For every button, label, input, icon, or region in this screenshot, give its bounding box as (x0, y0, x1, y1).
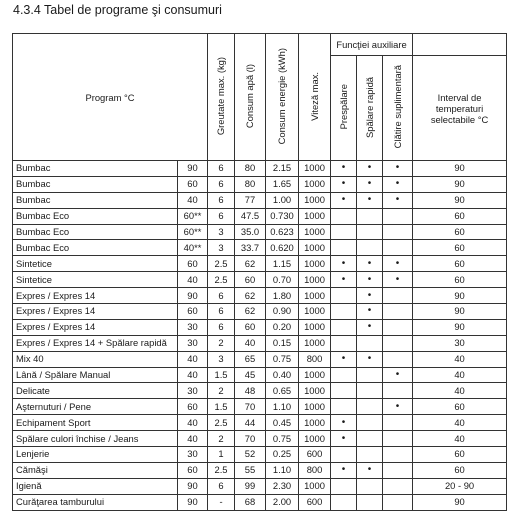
speed-cell: 600 (299, 447, 331, 463)
header-prewash-label: Prespălare (337, 84, 349, 130)
temperature-cell: 90 (178, 288, 208, 304)
program-name-cell: Sintetice (13, 256, 178, 272)
prewash-cell (331, 208, 357, 224)
water-cell: 55 (235, 462, 266, 478)
prewash-cell: • (331, 415, 357, 431)
weight-cell: 6 (208, 192, 235, 208)
prewash-cell: • (331, 462, 357, 478)
extrarinse-cell (383, 304, 413, 320)
energy-cell: 2.15 (266, 161, 299, 177)
header-water-label: Consum apă (l) (244, 63, 256, 129)
weight-cell: 2 (208, 431, 235, 447)
header-interval-spacer (413, 34, 507, 56)
quickwash-cell (357, 415, 383, 431)
program-name-cell: Expres / Expres 14 (13, 319, 178, 335)
interval-cell: 90 (413, 304, 507, 320)
quickwash-cell (357, 335, 383, 351)
speed-cell: 1000 (299, 415, 331, 431)
program-name-cell: Lenjerie (13, 447, 178, 463)
quickwash-cell (357, 478, 383, 494)
table-row (13, 462, 507, 478)
extrarinse-cell (383, 319, 413, 335)
temperature-cell: 40 (178, 272, 208, 288)
energy-cell: 1.65 (266, 176, 299, 192)
temperature-cell: 60** (178, 208, 208, 224)
speed-cell: 1000 (299, 192, 331, 208)
extrarinse-cell (383, 224, 413, 240)
weight-cell: 6 (208, 208, 235, 224)
interval-cell: 90 (413, 319, 507, 335)
interval-cell: 60 (413, 208, 507, 224)
interval-cell: 40 (413, 367, 507, 383)
header-prewash (331, 56, 357, 161)
program-name-cell: Sintetice (13, 272, 178, 288)
weight-cell: 6 (208, 288, 235, 304)
table-row (13, 224, 507, 240)
prewash-cell (331, 383, 357, 399)
extrarinse-cell (383, 383, 413, 399)
speed-cell: 1000 (299, 319, 331, 335)
weight-cell: 3 (208, 224, 235, 240)
table-row (13, 399, 507, 415)
header-water (235, 34, 266, 161)
interval-cell: 60 (413, 256, 507, 272)
program-name-cell: Echipament Sport (13, 415, 178, 431)
speed-cell: 1000 (299, 383, 331, 399)
quickwash-cell: • (357, 462, 383, 478)
program-name-cell: Bumbac (13, 161, 178, 177)
interval-cell: 40 (413, 383, 507, 399)
speed-cell: 800 (299, 462, 331, 478)
temperature-cell: 30 (178, 335, 208, 351)
table-row (13, 383, 507, 399)
table-row (13, 478, 507, 494)
table-body (13, 161, 507, 511)
speed-cell: 1000 (299, 304, 331, 320)
energy-cell: 2.00 (266, 494, 299, 510)
interval-cell: 60 (413, 224, 507, 240)
extrarinse-cell (383, 415, 413, 431)
prewash-cell (331, 319, 357, 335)
water-cell: 48 (235, 383, 266, 399)
extrarinse-cell (383, 462, 413, 478)
temperature-cell: 40 (178, 415, 208, 431)
table-row (13, 176, 507, 192)
water-cell: 60 (235, 319, 266, 335)
extrarinse-cell (383, 288, 413, 304)
energy-cell: 0.70 (266, 272, 299, 288)
quickwash-cell (357, 383, 383, 399)
prewash-cell (331, 447, 357, 463)
weight-cell: 3 (208, 351, 235, 367)
weight-cell: 1.5 (208, 399, 235, 415)
water-cell: 65 (235, 351, 266, 367)
quickwash-cell: • (357, 304, 383, 320)
water-cell: 70 (235, 399, 266, 415)
prewash-cell (331, 304, 357, 320)
table-row (13, 256, 507, 272)
table-row (13, 240, 507, 256)
prewash-cell: • (331, 431, 357, 447)
prewash-cell (331, 478, 357, 494)
water-cell: 33.7 (235, 240, 266, 256)
header-extrarinse (383, 56, 413, 161)
temperature-cell: 40 (178, 192, 208, 208)
weight-cell: 1.5 (208, 367, 235, 383)
table-row (13, 335, 507, 351)
interval-cell: 60 (413, 447, 507, 463)
quickwash-cell (357, 240, 383, 256)
prewash-cell (331, 494, 357, 510)
energy-cell: 0.20 (266, 319, 299, 335)
energy-cell: 0.90 (266, 304, 299, 320)
program-name-cell: Aşternuturi / Pene (13, 399, 178, 415)
temperature-cell: 60 (178, 176, 208, 192)
energy-cell: 0.45 (266, 415, 299, 431)
header-quickwash (357, 56, 383, 161)
temperature-cell: 30 (178, 383, 208, 399)
temperature-cell: 60 (178, 304, 208, 320)
prewash-cell: • (331, 176, 357, 192)
interval-cell: 40 (413, 415, 507, 431)
prewash-cell (331, 224, 357, 240)
water-cell: 35.0 (235, 224, 266, 240)
prewash-cell (331, 240, 357, 256)
temperature-cell: 90 (178, 478, 208, 494)
weight-cell: - (208, 494, 235, 510)
interval-cell: 30 (413, 335, 507, 351)
header-energy (266, 34, 299, 161)
water-cell: 77 (235, 192, 266, 208)
energy-cell: 0.75 (266, 351, 299, 367)
water-cell: 44 (235, 415, 266, 431)
program-name-cell: Cămăşi (13, 462, 178, 478)
prewash-cell: • (331, 272, 357, 288)
weight-cell: 2 (208, 383, 235, 399)
water-cell: 62 (235, 256, 266, 272)
energy-cell: 0.40 (266, 367, 299, 383)
header-program-label: Program °C (85, 91, 135, 103)
weight-cell: 6 (208, 176, 235, 192)
temperature-cell: 90 (178, 494, 208, 510)
weight-cell: 6 (208, 319, 235, 335)
table-row (13, 319, 507, 335)
interval-cell: 40 (413, 351, 507, 367)
interval-cell: 90 (413, 288, 507, 304)
energy-cell: 0.25 (266, 447, 299, 463)
temperature-cell: 40** (178, 240, 208, 256)
program-name-cell: Expres / Expres 14 (13, 288, 178, 304)
energy-cell: 0.620 (266, 240, 299, 256)
quickwash-cell (357, 399, 383, 415)
program-name-cell: Expres / Expres 14 (13, 304, 178, 320)
speed-cell: 1000 (299, 208, 331, 224)
table-row (13, 367, 507, 383)
quickwash-cell (357, 367, 383, 383)
temperature-cell: 40 (178, 431, 208, 447)
header-weight-label: Greutate max. (kg) (215, 56, 227, 136)
speed-cell: 1000 (299, 272, 331, 288)
prewash-cell: • (331, 351, 357, 367)
speed-cell: 800 (299, 351, 331, 367)
water-cell: 40 (235, 335, 266, 351)
speed-cell: 1000 (299, 431, 331, 447)
energy-cell: 0.65 (266, 383, 299, 399)
program-name-cell: Bumbac Eco (13, 208, 178, 224)
section-title: 4.3.4 Tabel de programe şi consumuri (13, 3, 222, 17)
weight-cell: 6 (208, 161, 235, 177)
speed-cell: 600 (299, 494, 331, 510)
water-cell: 80 (235, 176, 266, 192)
interval-cell: 40 (413, 431, 507, 447)
header-weight (208, 34, 235, 161)
quickwash-cell (357, 431, 383, 447)
prewash-cell: • (331, 161, 357, 177)
speed-cell: 1000 (299, 256, 331, 272)
table-row (13, 431, 507, 447)
temperature-cell: 90 (178, 161, 208, 177)
table-row (13, 304, 507, 320)
energy-cell: 0.75 (266, 431, 299, 447)
weight-cell: 6 (208, 478, 235, 494)
extrarinse-cell: • (383, 176, 413, 192)
weight-cell: 3 (208, 240, 235, 256)
energy-cell: 0.623 (266, 224, 299, 240)
weight-cell: 1 (208, 447, 235, 463)
program-name-cell: Curăţarea tamburului (13, 494, 178, 510)
temperature-cell: 60 (178, 462, 208, 478)
extrarinse-cell: • (383, 399, 413, 415)
energy-cell: 1.10 (266, 399, 299, 415)
prewash-cell (331, 335, 357, 351)
extrarinse-cell (383, 335, 413, 351)
energy-cell: 1.15 (266, 256, 299, 272)
program-name-cell: Expres / Expres 14 + Spălare rapidă (13, 335, 178, 351)
quickwash-cell (357, 224, 383, 240)
program-name-cell: Bumbac (13, 176, 178, 192)
extrarinse-cell: • (383, 161, 413, 177)
weight-cell: 2.5 (208, 256, 235, 272)
header-interval: Interval de temperaturi selectabile °C (413, 56, 507, 161)
quickwash-cell: • (357, 272, 383, 288)
interval-cell: 90 (413, 161, 507, 177)
extrarinse-cell (383, 240, 413, 256)
temperature-cell: 40 (178, 367, 208, 383)
header-extrarinse-label: Clătire suplimentară (391, 65, 403, 149)
extrarinse-cell (383, 208, 413, 224)
program-name-cell: Igienă (13, 478, 178, 494)
water-cell: 80 (235, 161, 266, 177)
table-row (13, 161, 507, 177)
interval-cell: 60 (413, 462, 507, 478)
interval-cell: 90 (413, 176, 507, 192)
program-name-cell: Lână / Spălare Manual (13, 367, 178, 383)
temperature-cell: 60** (178, 224, 208, 240)
interval-cell: 90 (413, 494, 507, 510)
quickwash-cell (357, 494, 383, 510)
prewash-cell (331, 288, 357, 304)
water-cell: 60 (235, 272, 266, 288)
program-name-cell: Spălare culori închise / Jeans (13, 431, 178, 447)
energy-cell: 1.00 (266, 192, 299, 208)
energy-cell: 1.80 (266, 288, 299, 304)
quickwash-cell: • (357, 319, 383, 335)
temperature-cell: 30 (178, 447, 208, 463)
speed-cell: 1000 (299, 367, 331, 383)
header-energy-label: Consum energie (kWh) (276, 47, 288, 145)
quickwash-cell: • (357, 161, 383, 177)
table-row (13, 351, 507, 367)
temperature-cell: 60 (178, 399, 208, 415)
extrarinse-cell (383, 478, 413, 494)
energy-cell: 1.10 (266, 462, 299, 478)
extrarinse-cell: • (383, 367, 413, 383)
header-speed (299, 34, 331, 161)
table-row (13, 192, 507, 208)
water-cell: 99 (235, 478, 266, 494)
prewash-cell: • (331, 256, 357, 272)
program-table (12, 33, 507, 511)
interval-cell: 20 - 90 (413, 478, 507, 494)
weight-cell: 6 (208, 304, 235, 320)
quickwash-cell: • (357, 176, 383, 192)
program-name-cell: Bumbac Eco (13, 240, 178, 256)
extrarinse-cell (383, 431, 413, 447)
interval-cell: 60 (413, 272, 507, 288)
water-cell: 68 (235, 494, 266, 510)
temperature-cell: 40 (178, 351, 208, 367)
extrarinse-cell (383, 447, 413, 463)
interval-cell: 60 (413, 240, 507, 256)
speed-cell: 1000 (299, 161, 331, 177)
prewash-cell (331, 367, 357, 383)
weight-cell: 2.5 (208, 272, 235, 288)
water-cell: 47.5 (235, 208, 266, 224)
program-name-cell: Bumbac (13, 192, 178, 208)
extrarinse-cell: • (383, 192, 413, 208)
speed-cell: 1000 (299, 176, 331, 192)
table-row (13, 208, 507, 224)
energy-cell: 2.30 (266, 478, 299, 494)
extrarinse-cell: • (383, 272, 413, 288)
quickwash-cell: • (357, 256, 383, 272)
weight-cell: 2.5 (208, 462, 235, 478)
water-cell: 70 (235, 431, 266, 447)
prewash-cell (331, 399, 357, 415)
energy-cell: 0.730 (266, 208, 299, 224)
water-cell: 62 (235, 304, 266, 320)
table-row (13, 272, 507, 288)
water-cell: 45 (235, 367, 266, 383)
energy-cell: 0.15 (266, 335, 299, 351)
table-row (13, 288, 507, 304)
program-name-cell: Delicate (13, 383, 178, 399)
extrarinse-cell (383, 351, 413, 367)
table-row (13, 415, 507, 431)
water-cell: 52 (235, 447, 266, 463)
weight-cell: 2 (208, 335, 235, 351)
table-row (13, 447, 507, 463)
header-speed-label: Viteză max. (308, 71, 320, 121)
quickwash-cell (357, 447, 383, 463)
interval-cell: 60 (413, 399, 507, 415)
interval-cell: 90 (413, 192, 507, 208)
prewash-cell: • (331, 192, 357, 208)
quickwash-cell (357, 208, 383, 224)
quickwash-cell: • (357, 192, 383, 208)
weight-cell: 2.5 (208, 415, 235, 431)
speed-cell: 1000 (299, 224, 331, 240)
header-program (13, 34, 208, 161)
speed-cell: 1000 (299, 399, 331, 415)
table-row (13, 494, 507, 510)
extrarinse-cell (383, 494, 413, 510)
header-quickwash-label: Spălare rapidă (363, 76, 375, 138)
quickwash-cell: • (357, 288, 383, 304)
program-name-cell: Bumbac Eco (13, 224, 178, 240)
speed-cell: 1000 (299, 478, 331, 494)
extrarinse-cell: • (383, 256, 413, 272)
water-cell: 62 (235, 288, 266, 304)
speed-cell: 1000 (299, 335, 331, 351)
header-aux-group: Funcţiei auxiliare (331, 34, 413, 56)
program-name-cell: Mix 40 (13, 351, 178, 367)
speed-cell: 1000 (299, 240, 331, 256)
temperature-cell: 30 (178, 319, 208, 335)
quickwash-cell: • (357, 351, 383, 367)
speed-cell: 1000 (299, 288, 331, 304)
temperature-cell: 60 (178, 256, 208, 272)
